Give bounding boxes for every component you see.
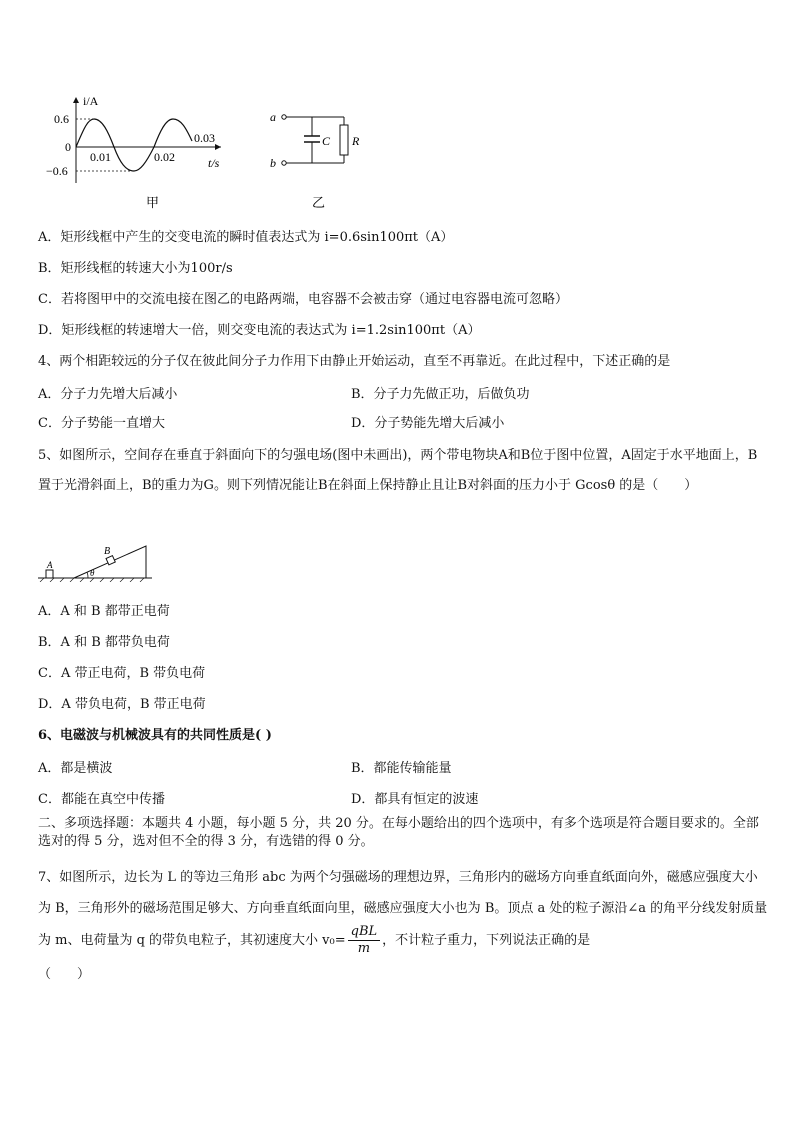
terminal-a-label: a: [270, 110, 276, 124]
x-tick-2: 0.02: [154, 150, 175, 164]
figure-yi-caption: 乙: [312, 196, 326, 211]
figure-yi-circuit: [270, 110, 360, 211]
block-b-label: B: [104, 546, 111, 557]
q4-option-a: A．分子力先增大后减小: [38, 387, 178, 402]
y-tick-bottom: −0.6: [46, 164, 68, 178]
q5-option-c: C．A 带正电荷，B 带负电荷: [38, 666, 206, 681]
q4-option-c: C．分子势能一直增大: [38, 416, 165, 431]
q4-option-b: B．分子力先做正功，后做负功: [351, 387, 530, 402]
q5-option-b: B．A 和 B 都带负电荷: [38, 635, 170, 650]
y-tick-top: 0.6: [54, 112, 69, 126]
q7-stem: [38, 862, 768, 957]
q3-option-b: B．矩形线框的转速大小为100r/s: [38, 261, 233, 276]
y-axis-label: i/A: [83, 95, 99, 108]
q6-option-row-1: [38, 760, 764, 778]
figure-row: [36, 95, 396, 215]
terminal-b-label: b: [270, 156, 276, 170]
angle-arc: [87, 572, 88, 578]
q4-stem: 4、两个相距较远的分子仅在彼此间分子力作用下由静止开始运动，直至不再靠近。在此过程中，下述正确的是: [38, 354, 671, 369]
q3-option-d: D．矩形线框的转速增大一倍，则交变电流的表达式为 i=1.2sin100πt（A）: [38, 323, 481, 338]
q4-option-row-2: [38, 415, 764, 433]
q6-option-a: A．都是横波: [38, 761, 113, 776]
resistor-icon: [340, 125, 348, 155]
block-a-icon: [46, 570, 53, 578]
terminal-a-icon: [282, 115, 286, 119]
q6-stem: 6、电磁波与机械波具有的共同性质是( ): [38, 728, 272, 743]
q6-option-b: B．都能传输能量: [351, 761, 452, 776]
ground-hatching: [40, 578, 144, 582]
terminal-b-icon: [282, 161, 286, 165]
figure-jia-caption: 甲: [146, 196, 160, 211]
q6-option-d: D．都具有恒定的波速: [351, 792, 479, 807]
q3-option-c: C．若将图甲中的交流电接在图乙的电路两端，电容器不会被击穿（通过电容器电流可忽略）: [38, 292, 568, 307]
q4-option-d: D．分子势能先增大后减小: [351, 416, 505, 431]
q7-velocity-fraction: [348, 924, 381, 957]
q6-option-row-2: [38, 791, 764, 809]
q3-option-a: A．矩形线框中产生的交变电流的瞬时值表达式为 i=0.6sin100πt（A）: [38, 230, 454, 245]
q7-stem-part-2: ，不计粒子重力，下列说法正确的是: [382, 933, 591, 948]
q7-answer-blank: （ ）: [38, 967, 91, 982]
angle-theta-label: θ: [90, 568, 95, 578]
q7-stem-part-1: 7、如图所示，边长为 L 的等边三角形 abc 为两个匀强磁场的理想边界，三角形内的磁场方向垂直纸面向外，磁感应强度大小为 B，三角形外的磁场范围足够大、方向垂直纸面向里，磁感应强度大小也为 B。顶点 a 处的粒子源沿∠a 的角平分线发射质量为 m、电荷量为 q 的带负电粒子，其初速度大小 v₀=: [38, 870, 768, 948]
q5-stem: 5、如图所示，空间存在垂直于斜面向下的匀强电场(图中未画出)，两个带电物块A和B位于图中位置，A固定于水平地面上，B置于光滑斜面上，B的重力为G。则下列情况能让B在斜面上保持静止且让B对斜面的压力小于 Gcosθ 的是（ ）: [38, 448, 758, 493]
q5-option-d: D．A 带负电荷，B 带正电荷: [38, 697, 206, 712]
figure-jia-graph: [46, 95, 221, 211]
q5-incline-figure: [38, 542, 158, 582]
resistor-label: R: [352, 134, 360, 148]
y-axis-arrow-icon: [73, 97, 79, 103]
q5-option-a: A．A 和 B 都带正电荷: [38, 604, 170, 619]
fraction-denominator: m: [357, 941, 371, 956]
y-tick-zero: 0: [65, 140, 71, 154]
x-axis-arrow-icon: [215, 144, 221, 150]
capacitor-label: C: [322, 134, 331, 148]
block-a-label: A: [47, 560, 53, 570]
x-tick-1: 0.01: [90, 150, 111, 164]
x-axis-label: t/s: [208, 156, 220, 170]
section-2-heading: 二、多项选择题：本题共 4 小题，每小题 5 分，共 20 分。在每小题给出的四个选项中，有多个选项是符合题目要求的。全部选对的得 5 分，选对但不全的得 3 分，有选错的得 0 分。: [38, 816, 759, 849]
x-tick-3: 0.03: [194, 131, 215, 145]
fraction-numerator: qBL: [348, 924, 381, 941]
q6-option-c: C．都能在真空中传播: [38, 792, 165, 807]
q4-option-row-1: [38, 386, 764, 404]
